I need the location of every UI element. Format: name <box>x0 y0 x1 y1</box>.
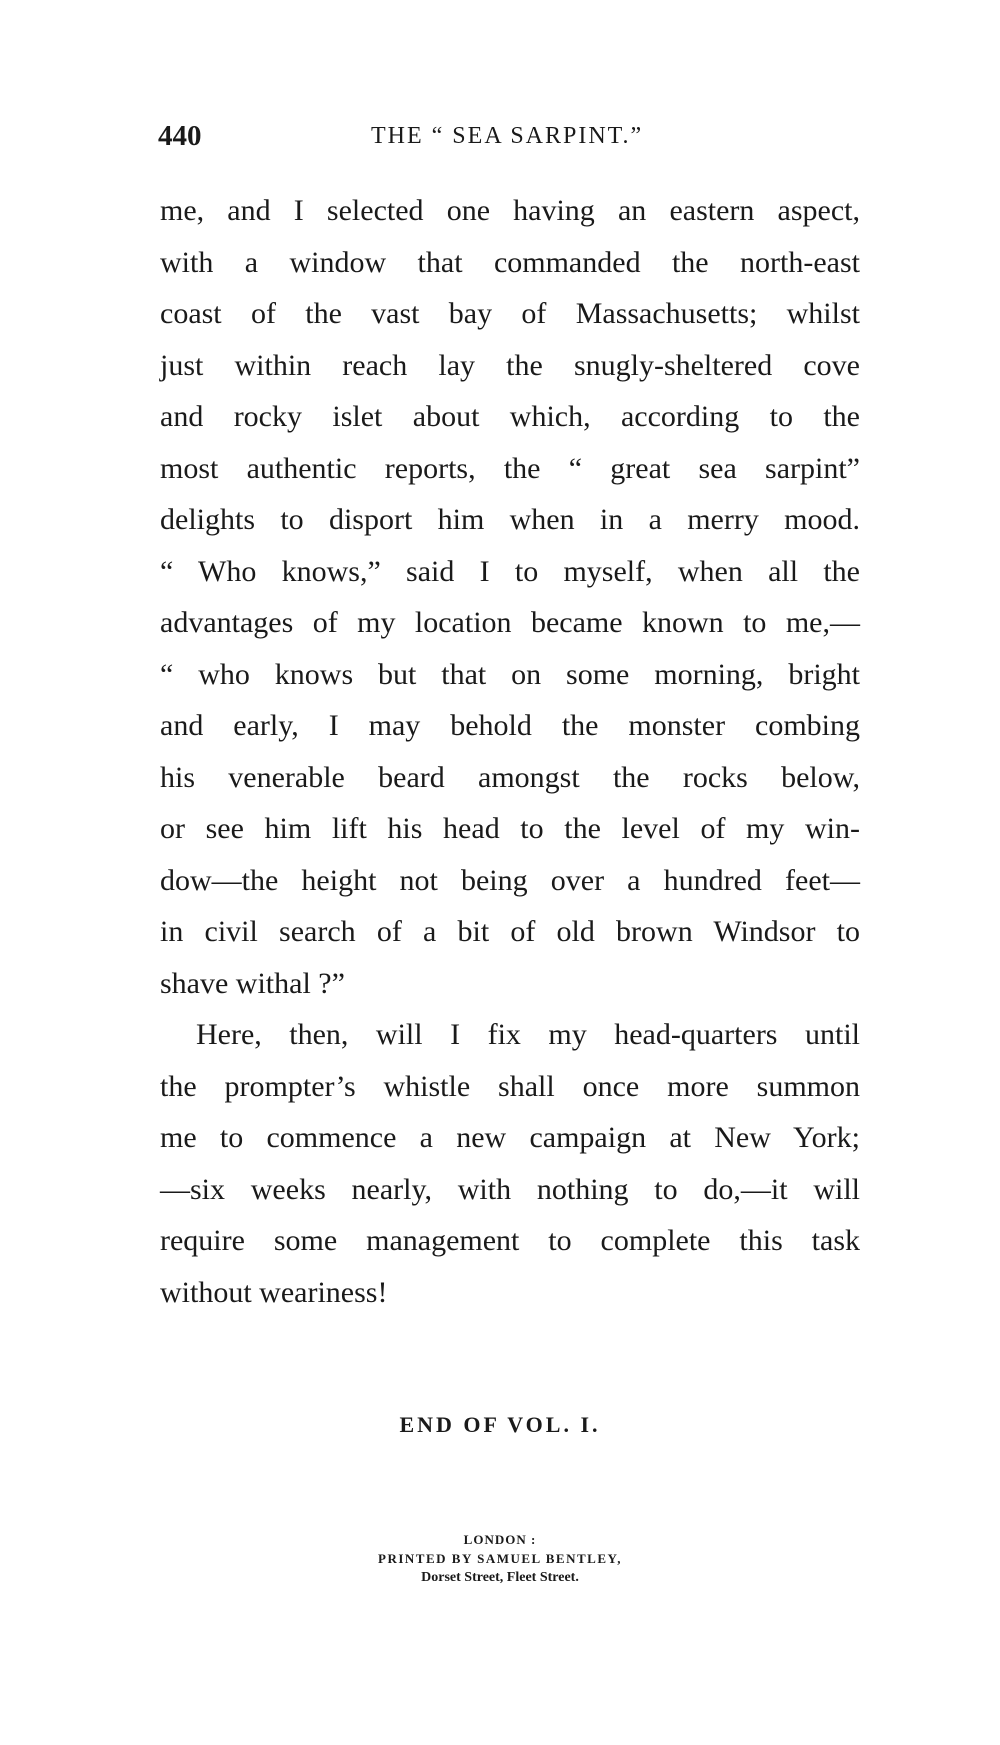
text-line: most authentic reports, the “ great sea sarpint” <box>160 451 860 485</box>
text-line: “ who knows but that on some morning, bright <box>160 657 860 691</box>
end-of-volume-marker: END OF VOL. I. <box>399 1412 601 1437</box>
page-number: 440 <box>158 120 202 152</box>
paragraph-2 <box>160 1009 860 1318</box>
text-line: dow—the height not being over a hundred feet— <box>160 863 860 897</box>
text-line: me, and I selected one having an eastern aspect, <box>160 194 860 227</box>
text-line: me to commence a new campaign at New York; <box>160 1121 860 1154</box>
text-line: “ Who knows,” said I to myself, when all the <box>160 554 860 588</box>
imprint-printer: PRINTED BY SAMUEL BENTLEY, <box>378 1551 622 1566</box>
text-line: advantages of my location became known to me,— <box>160 606 860 639</box>
text-line: with a window that commanded the north-east <box>160 245 860 279</box>
running-title: THE “ SEA SARPINT.” <box>371 123 644 149</box>
text-line: shave withal ?” <box>160 966 345 1000</box>
imprint-city: LONDON : <box>463 1532 537 1547</box>
text-line: or see him lift his head to the level of my win- <box>160 812 860 845</box>
running-head <box>158 120 858 156</box>
text-line: require some management to complete this task <box>160 1224 860 1257</box>
body-text <box>160 185 860 1318</box>
text-line: his venerable beard amongst the rocks below, <box>160 760 860 794</box>
imprint-address: Dorset Street, Fleet Street. <box>421 1570 579 1585</box>
text-line: Here, then, will I fix my head-quarters until <box>196 1018 860 1051</box>
text-line: without weariness! <box>160 1275 388 1309</box>
paragraph-1 <box>160 185 860 1009</box>
text-line: in civil search of a bit of old brown Windsor to <box>160 915 860 948</box>
text-line: coast of the vast bay of Massachusetts; whilst <box>160 297 860 330</box>
text-line: just within reach lay the snugly-sheltered cove <box>160 348 860 382</box>
text-line: the prompter’s whistle shall once more summon <box>160 1069 860 1103</box>
text-line: and rocky islet about which, according to the <box>160 400 860 433</box>
text-line: —six weeks nearly, with nothing to do,—it will <box>160 1172 860 1206</box>
text-line: delights to disport him when in a merry mood. <box>160 503 860 536</box>
text-line: and early, I may behold the monster combing <box>160 709 860 742</box>
printer-imprint <box>0 1530 1000 1587</box>
